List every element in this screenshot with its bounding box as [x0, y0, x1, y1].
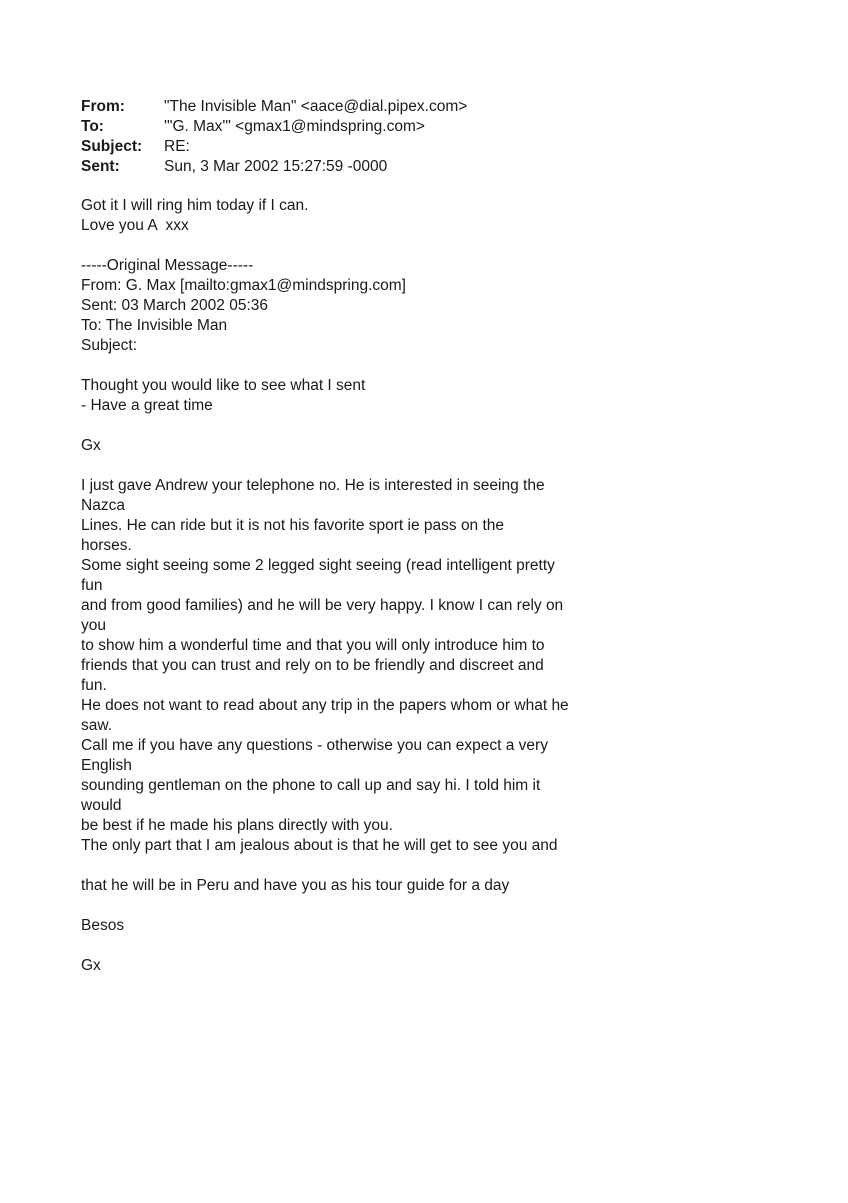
body-line: English	[81, 757, 132, 774]
body-line: Besos	[81, 917, 125, 934]
body-line	[81, 896, 569, 916]
body-line: Thought you would like to see what I sent	[81, 377, 366, 394]
body-line	[81, 356, 569, 376]
body-line: sounding gentleman on the phone to call up and say hi. I told him it	[81, 777, 541, 794]
header-sent-row	[81, 157, 467, 177]
body-line	[81, 936, 569, 956]
body-line: I just gave Andrew your telephone no. He is interested in seeing the	[81, 477, 545, 494]
header-to-row	[81, 117, 467, 137]
body-line: - Have a great time	[81, 397, 213, 414]
body-line: you	[81, 617, 106, 634]
body-line: Call me if you have any questions - otherwise you can expect a very	[81, 737, 548, 754]
body-line	[81, 416, 569, 436]
email-body	[81, 196, 569, 976]
body-line: friends that you can trust and rely on to be friendly and discreet and	[81, 657, 544, 674]
body-line: horses.	[81, 537, 132, 554]
body-line: Subject:	[81, 337, 138, 354]
body-line: Gx	[81, 437, 101, 454]
body-line: Lines. He can ride but it is not his favorite sport ie pass on the	[81, 517, 505, 534]
body-line: be best if he made his plans directly with you.	[81, 817, 393, 834]
body-line: From: G. Max [mailto:gmax1@mindspring.com]	[81, 277, 406, 294]
body-line: Some sight seeing some 2 legged sight seeing (read intelligent pretty	[81, 557, 555, 574]
body-line: The only part that I am jealous about is that he will get to see you and	[81, 837, 558, 854]
body-line: fun	[81, 577, 103, 594]
body-line: Sent: 03 March 2002 05:36	[81, 297, 268, 314]
body-line: Gx	[81, 957, 101, 974]
subject-value: RE:	[164, 138, 190, 155]
from-value: "The Invisible Man" <aace@dial.pipex.com>	[164, 98, 468, 115]
email-header	[81, 97, 467, 177]
body-line: Got it I will ring him today if I can.	[81, 197, 309, 214]
body-line	[81, 236, 569, 256]
from-label: From:	[81, 98, 125, 115]
body-line: saw.	[81, 717, 113, 734]
body-line: Nazca	[81, 497, 125, 514]
body-line: and from good families) and he will be very happy. I know I can rely on	[81, 597, 564, 614]
body-line: fun.	[81, 677, 107, 694]
to-value: '"G. Max'" <gmax1@mindspring.com>	[164, 118, 425, 135]
header-from-row	[81, 97, 467, 117]
to-label: To:	[81, 118, 104, 135]
sent-value: Sun, 3 Mar 2002 15:27:59 -0000	[164, 158, 388, 175]
body-line: He does not want to read about any trip in the papers whom or what he	[81, 697, 569, 714]
sent-label: Sent:	[81, 158, 120, 175]
body-line: to show him a wonderful time and that you will only introduce him to	[81, 637, 545, 654]
body-line	[81, 456, 569, 476]
subject-label: Subject:	[81, 138, 143, 155]
body-line	[81, 856, 569, 876]
body-line: would	[81, 797, 122, 814]
header-subject-row	[81, 137, 467, 157]
body-line: -----Original Message-----	[81, 257, 254, 274]
body-line: Love you A xxx	[81, 217, 189, 234]
body-line: that he will be in Peru and have you as his tour guide for a day	[81, 877, 510, 894]
body-line: To: The Invisible Man	[81, 317, 228, 334]
